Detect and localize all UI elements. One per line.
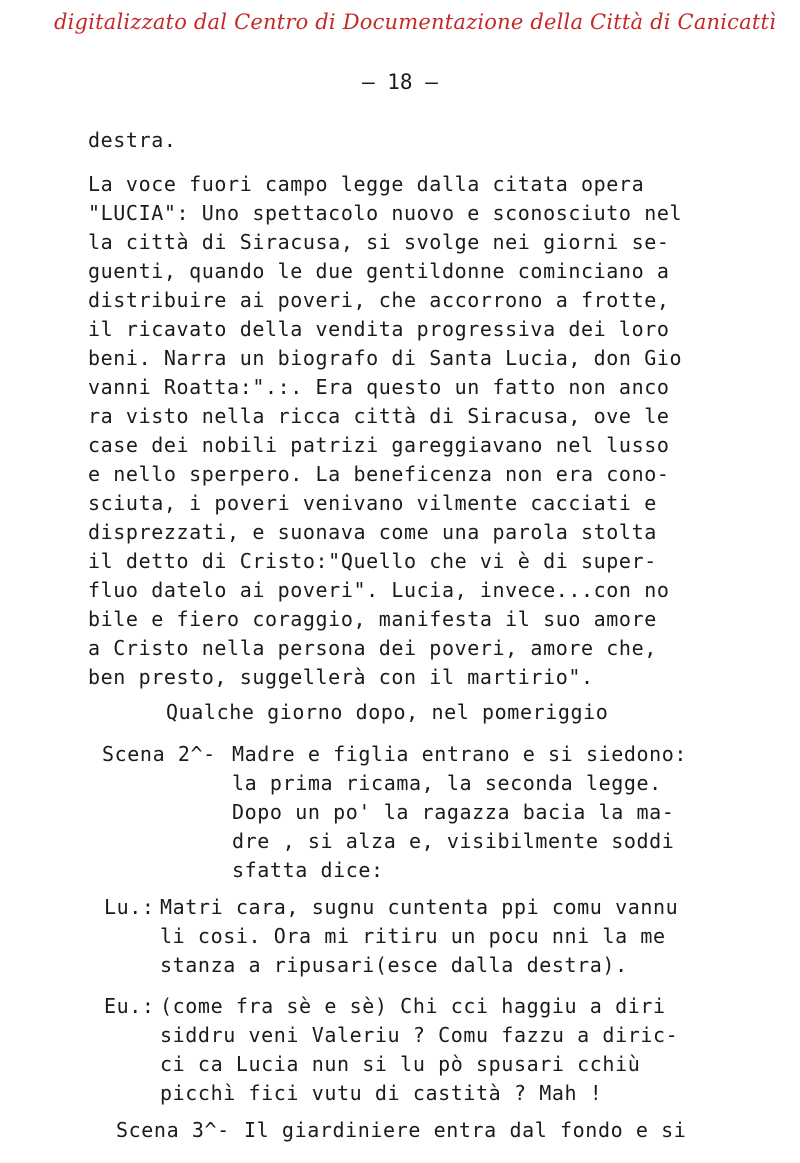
speaker-lu-line: Matri cara, sugnu cuntenta ppi comu vannu: [160, 895, 679, 919]
text-line: guenti, quando le due gentildonne cominciano a: [88, 259, 670, 283]
text-line: a Cristo nella persona dei poveri, amore che,: [88, 636, 657, 660]
text-line: case dei nobili patrizi gareggiavano nel lusso: [88, 433, 670, 457]
speaker-eu-line: ci ca Lucia nun si lu pò spusari cchiù: [160, 1052, 641, 1076]
text-line: bile e fiero coraggio, manifesta il suo amore: [88, 607, 657, 631]
scene-3-text: Il giardiniere entra dal fondo e si: [244, 1118, 687, 1142]
text-line: La voce fuori campo legge dalla citata opera: [88, 172, 645, 196]
scene-2-label: Scena 2^-: [102, 742, 216, 766]
text-line: il detto di Cristo:"Quello che vi è di super-: [88, 549, 657, 573]
scene-2-line: la prima ricama, la seconda legge.: [232, 771, 662, 795]
page-number: — 18 —: [362, 70, 438, 94]
text-line: sciuta, i poveri venivano vilmente cacciati e: [88, 491, 657, 515]
text-line: e nello sperpero. La beneficenza non era cono-: [88, 462, 670, 486]
text-line: destra.: [88, 128, 177, 152]
scene-2-line: Madre e figlia entrano e si siedono:: [232, 742, 688, 766]
text-line: fluo datelo ai poveri". Lucia, invece...con no: [88, 578, 670, 602]
speaker-eu-line: (come fra sè e sè) Chi cci haggiu a diri: [160, 994, 666, 1018]
text-line: vanni Roatta:".:. Era questo un fatto non anco: [88, 375, 670, 399]
text-line: "LUCIA": Uno spettacolo nuovo e sconosciuto nel: [88, 201, 683, 225]
scene-2-line: dre , si alza e, visibilmente soddi: [232, 829, 675, 853]
speaker-lu-line: stanza a ripusari(esce dalla destra).: [160, 953, 628, 977]
text-line: distribuire ai poveri, che accorrono a frotte,: [88, 288, 670, 312]
speaker-eu-line: picchì fici vutu di castità ? Mah !: [160, 1081, 603, 1105]
scene-2-line: Dopo un po' la ragazza bacia la ma-: [232, 800, 675, 824]
speaker-eu-line: siddru veni Valeriu ? Comu fazzu a diric-: [160, 1023, 679, 1047]
scene-2-line: sfatta dice:: [232, 858, 384, 882]
speaker-eu-label: Eu.:: [104, 994, 155, 1018]
speaker-lu-line: li cosi. Ora mi ritiru un pocu nni la me: [160, 924, 666, 948]
speaker-lu-label: Lu.:: [104, 895, 155, 919]
text-line: il ricavato della vendita progressiva dei loro: [88, 317, 670, 341]
scene-3-label: Scena 3^-: [116, 1118, 230, 1142]
stage-direction: Qualche giorno dopo, nel pomeriggio: [166, 700, 609, 724]
text-line: disprezzati, e suonava come una parola stolta: [88, 520, 657, 544]
text-line: la città di Siracusa, si svolge nei giorni se-: [88, 230, 670, 254]
text-line: ra visto nella ricca città di Siracusa, ove le: [88, 404, 670, 428]
text-line: beni. Narra un biografo di Santa Lucia, don Gio: [88, 346, 683, 370]
text-line: ben presto, suggellerà con il martirio".: [88, 665, 594, 689]
watermark: digitalizzato dal Centro di Documentazione della Città di Canicattì: [54, 10, 777, 34]
